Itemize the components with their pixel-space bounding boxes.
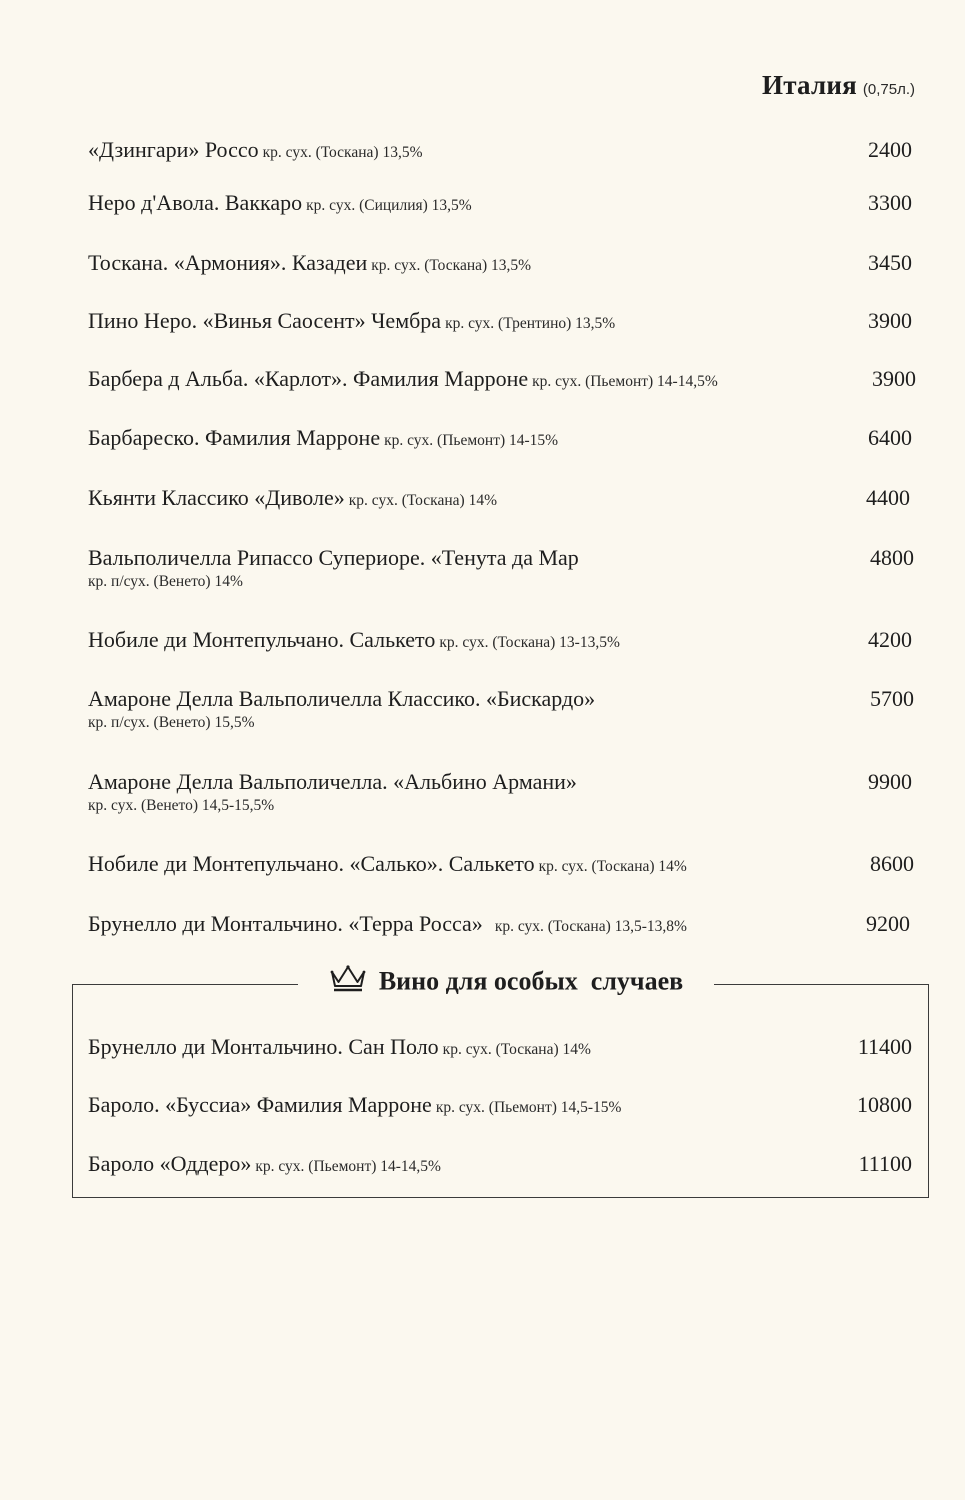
list-item (88, 1151, 916, 1180)
wine-name: Пино Неро. «Винья Саосент» Чембра (88, 308, 442, 333)
wine-name: Нобиле ди Монтепульчано. Салькето (88, 627, 436, 652)
volume-note: (0,75л.) (862, 81, 915, 98)
wine-details: кр. сух. (Венето) 14,5-15,5% (88, 797, 275, 814)
list-item (88, 627, 916, 656)
wine-price: 11400 (857, 1034, 912, 1059)
list-item (88, 1034, 916, 1063)
wine-details: кр. сух. (Тоскана) 13,5% (371, 257, 532, 274)
wine-details: кр. п/сух. (Венето) 14% (88, 573, 243, 590)
list-item (88, 545, 916, 592)
wine-price: 2400 (868, 137, 912, 162)
section-title: Италия (762, 70, 857, 100)
wine-name: Амароне Делла Вальполичелла. «Альбино Армани» (88, 769, 577, 794)
special-title-label: Вино для особых случаев (378, 966, 684, 996)
wine-name: Нобиле ди Монтепульчано. «Салько». Салькето (88, 851, 535, 876)
wine-price: 10800 (857, 1092, 912, 1117)
wine-name: Неро д'Авола. Ваккаро (88, 190, 303, 215)
wine-price: 6400 (868, 425, 912, 450)
special-occasions-title (298, 964, 714, 1006)
list-item (88, 485, 916, 514)
wine-name: Амароне Делла Вальполичелла Классико. «Бискардо» (88, 686, 596, 711)
wine-name: Вальполичелла Рипассо Супериоре. «Тенута да Мар (88, 545, 579, 570)
wine-details: кр. сух. (Тоскана) 14% (538, 858, 687, 875)
list-item (88, 366, 916, 395)
wine-details: кр. сух. (Тоскана) 13-13,5% (439, 634, 620, 651)
wine-name: Бароло. «Буссиа» Фамилия Марроне (88, 1092, 432, 1117)
wine-details: кр. сух. (Пьемонт) 14,5-15% (435, 1099, 622, 1116)
wine-price: 3900 (868, 308, 912, 333)
wine-price: 3450 (868, 250, 912, 275)
wine-price: 11100 (858, 1151, 912, 1176)
wine-price: 3900 (872, 366, 916, 391)
wine-details: кр. п/сух. (Венето) 15,5% (88, 714, 255, 731)
wine-details: кр. сух. (Пьемонт) 14-14,5% (255, 1158, 441, 1175)
list-item (88, 137, 916, 166)
list-item (88, 425, 916, 454)
list-item (88, 851, 916, 880)
section-header (762, 70, 915, 101)
wine-details: кр. сух. (Сицилия) 13,5% (306, 197, 472, 214)
list-item (88, 769, 916, 816)
wine-details: кр. сух. (Трентино) 13,5% (445, 315, 616, 332)
wine-details: кр. сух. (Тоскана) 13,5-13,8% (494, 918, 687, 935)
list-item (88, 308, 916, 337)
wine-price: 9900 (868, 769, 912, 794)
wine-name: Тоскана. «Армония». Казадеи (88, 250, 368, 275)
wine-price: 3300 (868, 190, 912, 215)
wine-name: «Дзингари» Россо (88, 137, 259, 162)
wine-name: Брунелло ди Монтальчино. «Терра Росса» (88, 911, 483, 936)
wine-price: 4200 (868, 627, 912, 652)
wine-price: 4400 (866, 485, 910, 510)
list-item (88, 250, 916, 279)
wine-price: 9200 (866, 911, 910, 936)
list-item (88, 911, 916, 940)
wine-price: 8600 (870, 851, 914, 876)
wine-details: кр. сух. (Пьемонт) 14-15% (384, 432, 559, 449)
wine-details: кр. сух. (Тоскана) 14% (442, 1041, 591, 1058)
wine-price: 5700 (870, 686, 914, 711)
wine-details: кр. сух. (Тоскана) 14% (348, 492, 497, 509)
wine-name: Бароло «Оддеро» (88, 1151, 252, 1176)
wine-details: кр. сух. (Пьемонт) 14-14,5% (532, 373, 718, 390)
wine-name: Барбареско. Фамилия Марроне (88, 425, 381, 450)
list-item (88, 686, 916, 733)
wine-name: Брунелло ди Монтальчино. Сан Поло (88, 1034, 439, 1059)
wine-details: кр. сух. (Тоскана) 13,5% (262, 144, 423, 161)
crown-icon (329, 964, 367, 999)
list-item (88, 1092, 916, 1121)
list-item (88, 190, 916, 219)
wine-name: Барбера д Альба. «Карлот». Фамилия Марроне (88, 366, 529, 391)
wine-price: 4800 (870, 545, 914, 570)
wine-name: Кьянти Классико «Диволе» (88, 485, 345, 510)
